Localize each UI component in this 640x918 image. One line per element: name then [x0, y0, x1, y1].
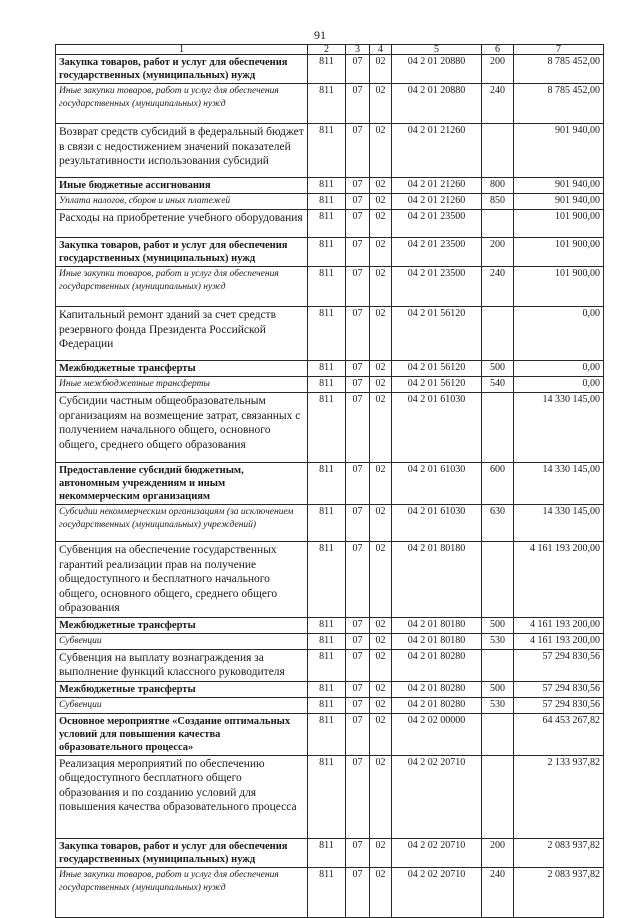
row-expense-type-cell	[482, 124, 514, 178]
row-target-article-cell: 04 2 01 80280	[392, 697, 482, 713]
row-code-cell: 811	[308, 755, 346, 838]
row-subsection-cell: 02	[370, 867, 392, 917]
table-row	[56, 681, 604, 697]
row-code-cell: 811	[308, 713, 346, 755]
row-amount-cell: 0,00	[514, 361, 604, 377]
row-expense-type-cell: 630	[482, 505, 514, 542]
row-section-cell: 07	[346, 267, 370, 307]
row-name-cell: Иные закупки товаров, работ и услуг для обеспечения государственных (муниципальных) нужд	[56, 267, 308, 307]
row-expense-type-cell	[482, 649, 514, 681]
page-number: 91	[314, 28, 326, 42]
row-expense-type-cell: 240	[482, 267, 514, 307]
row-amount-cell: 2 083 937,82	[514, 867, 604, 917]
row-target-article-cell: 04 2 01 80280	[392, 681, 482, 697]
row-subsection-cell: 02	[370, 124, 392, 178]
row-code-cell: 811	[308, 377, 346, 393]
table-row	[56, 267, 604, 307]
row-subsection-cell: 02	[370, 713, 392, 755]
row-section-cell: 07	[346, 697, 370, 713]
row-name-cell: Межбюджетные трансферты	[56, 361, 308, 377]
row-code-cell: 811	[308, 617, 346, 633]
row-target-article-cell: 04 2 01 20880	[392, 84, 482, 124]
row-code-cell: 811	[308, 697, 346, 713]
row-name-cell: Межбюджетные трансферты	[56, 617, 308, 633]
row-section-cell: 07	[346, 867, 370, 917]
row-target-article-cell: 04 2 02 00000	[392, 713, 482, 755]
row-subsection-cell: 02	[370, 697, 392, 713]
row-amount-cell: 4 161 193 200,00	[514, 542, 604, 618]
row-expense-type-cell	[482, 755, 514, 838]
table-row	[56, 84, 604, 124]
table-row	[56, 178, 604, 194]
row-subsection-cell: 02	[370, 178, 392, 194]
row-subsection-cell: 02	[370, 267, 392, 307]
row-expense-type-cell	[482, 210, 514, 238]
row-name-cell: Субвенции	[56, 697, 308, 713]
row-amount-cell: 2 083 937,82	[514, 838, 604, 867]
table-row	[56, 505, 604, 542]
row-amount-cell: 101 900,00	[514, 210, 604, 238]
row-code-cell: 811	[308, 542, 346, 618]
row-target-article-cell: 04 2 01 80280	[392, 649, 482, 681]
row-amount-cell: 57 294 830,56	[514, 697, 604, 713]
row-amount-cell: 57 294 830,56	[514, 649, 604, 681]
header-col-5: 5	[392, 45, 482, 55]
budget-table	[55, 44, 604, 918]
row-target-article-cell: 04 2 01 21260	[392, 194, 482, 210]
row-expense-type-cell: 500	[482, 617, 514, 633]
row-name-cell: Закупка товаров, работ и услуг для обеспечения государственных (муниципальных) нужд	[56, 838, 308, 867]
row-name-cell: Закупка товаров, работ и услуг для обеспечения государственных (муниципальных) нужд	[56, 238, 308, 267]
header-col-3: 3	[346, 45, 370, 55]
row-name-cell: Иные закупки товаров, работ и услуг для обеспечения государственных (муниципальных) нужд	[56, 84, 308, 124]
row-target-article-cell: 04 2 01 21260	[392, 178, 482, 194]
row-amount-cell: 14 330 145,00	[514, 393, 604, 463]
row-section-cell: 07	[346, 838, 370, 867]
row-target-article-cell: 04 2 01 20880	[392, 55, 482, 84]
table-row	[56, 377, 604, 393]
row-target-article-cell: 04 2 01 80180	[392, 633, 482, 649]
row-target-article-cell: 04 2 01 56120	[392, 361, 482, 377]
row-amount-cell: 901 940,00	[514, 124, 604, 178]
row-name-cell: Субвенция на обеспечение государственных гарантий реализации прав на получение общедоступного и бесплатного начального общего, основного общего, среднего общего образования	[56, 542, 308, 618]
row-subsection-cell: 02	[370, 307, 392, 361]
table-row	[56, 238, 604, 267]
row-section-cell: 07	[346, 210, 370, 238]
row-expense-type-cell	[482, 713, 514, 755]
row-subsection-cell: 02	[370, 84, 392, 124]
row-amount-cell: 4 161 193 200,00	[514, 633, 604, 649]
row-name-cell: Уплата налогов, сборов и иных платежей	[56, 194, 308, 210]
row-name-cell: Субсидии частным общеобразовательным организациям на возмещение затрат, связанных с получением начального общего, основного общего, среднего общего образования	[56, 393, 308, 463]
row-target-article-cell: 04 2 01 61030	[392, 505, 482, 542]
table-row	[56, 194, 604, 210]
row-expense-type-cell: 530	[482, 697, 514, 713]
table-row	[56, 55, 604, 84]
header-col-7: 7	[514, 45, 604, 55]
row-subsection-cell: 02	[370, 649, 392, 681]
row-expense-type-cell: 200	[482, 838, 514, 867]
row-code-cell: 811	[308, 55, 346, 84]
row-section-cell: 07	[346, 463, 370, 505]
row-expense-type-cell: 600	[482, 463, 514, 505]
row-code-cell: 811	[308, 267, 346, 307]
row-expense-type-cell: 500	[482, 361, 514, 377]
row-code-cell: 811	[308, 867, 346, 917]
row-name-cell: Субсидии некоммерческим организациям (за исключением государственных (муниципальных) учреждений)	[56, 505, 308, 542]
row-amount-cell: 901 940,00	[514, 194, 604, 210]
row-code-cell: 811	[308, 307, 346, 361]
table-row	[56, 867, 604, 917]
table-row	[56, 713, 604, 755]
table-row	[56, 210, 604, 238]
row-subsection-cell: 02	[370, 210, 392, 238]
row-expense-type-cell: 800	[482, 178, 514, 194]
row-name-cell: Иные закупки товаров, работ и услуг для обеспечения государственных (муниципальных) нужд	[56, 867, 308, 917]
row-name-cell: Иные межбюджетные трансферты	[56, 377, 308, 393]
row-section-cell: 07	[346, 238, 370, 267]
row-section-cell: 07	[346, 633, 370, 649]
row-subsection-cell: 02	[370, 505, 392, 542]
table-header-row	[56, 45, 604, 55]
row-expense-type-cell	[482, 542, 514, 618]
row-name-cell: Закупка товаров, работ и услуг для обеспечения государственных (муниципальных) нужд	[56, 55, 308, 84]
row-section-cell: 07	[346, 84, 370, 124]
row-target-article-cell: 04 2 01 23500	[392, 267, 482, 307]
row-section-cell: 07	[346, 361, 370, 377]
table-row	[56, 361, 604, 377]
row-name-cell: Реализация мероприятий по обеспечению общедоступного бесплатного общего образования и по созданию условий для повышения качества образовательного процесса	[56, 755, 308, 838]
row-code-cell: 811	[308, 505, 346, 542]
row-target-article-cell: 04 2 01 80180	[392, 542, 482, 618]
row-target-article-cell: 04 2 01 56120	[392, 307, 482, 361]
row-section-cell: 07	[346, 713, 370, 755]
row-expense-type-cell: 200	[482, 238, 514, 267]
row-name-cell: Субвенция на выплату вознаграждения за выполнение функций классного руководителя	[56, 649, 308, 681]
header-col-1: 1	[56, 45, 308, 55]
row-subsection-cell: 02	[370, 755, 392, 838]
row-amount-cell: 101 900,00	[514, 238, 604, 267]
table-row	[56, 393, 604, 463]
row-name-cell: Расходы на приобретение учебного оборудования	[56, 210, 308, 238]
row-expense-type-cell	[482, 307, 514, 361]
row-section-cell: 07	[346, 681, 370, 697]
row-section-cell: 07	[346, 194, 370, 210]
row-section-cell: 07	[346, 542, 370, 618]
row-section-cell: 07	[346, 377, 370, 393]
header-col-6: 6	[482, 45, 514, 55]
row-expense-type-cell: 850	[482, 194, 514, 210]
row-subsection-cell: 02	[370, 238, 392, 267]
row-section-cell: 07	[346, 178, 370, 194]
table-row	[56, 633, 604, 649]
row-section-cell: 07	[346, 755, 370, 838]
row-amount-cell: 101 900,00	[514, 267, 604, 307]
table-row	[56, 697, 604, 713]
row-target-article-cell: 04 2 02 20710	[392, 867, 482, 917]
row-subsection-cell: 02	[370, 393, 392, 463]
table-row	[56, 838, 604, 867]
table-row	[56, 307, 604, 361]
row-target-article-cell: 04 2 02 20710	[392, 838, 482, 867]
table-row	[56, 463, 604, 505]
row-code-cell: 811	[308, 124, 346, 178]
row-name-cell: Межбюджетные трансферты	[56, 681, 308, 697]
row-expense-type-cell: 240	[482, 867, 514, 917]
row-target-article-cell: 04 2 01 23500	[392, 210, 482, 238]
row-amount-cell: 8 785 452,00	[514, 84, 604, 124]
row-expense-type-cell: 500	[482, 681, 514, 697]
row-expense-type-cell: 540	[482, 377, 514, 393]
row-code-cell: 811	[308, 463, 346, 505]
row-code-cell: 811	[308, 361, 346, 377]
row-code-cell: 811	[308, 649, 346, 681]
row-name-cell: Субвенции	[56, 633, 308, 649]
row-subsection-cell: 02	[370, 617, 392, 633]
table-row	[56, 617, 604, 633]
row-section-cell: 07	[346, 649, 370, 681]
row-target-article-cell: 04 2 02 20710	[392, 755, 482, 838]
row-code-cell: 811	[308, 393, 346, 463]
row-section-cell: 07	[346, 393, 370, 463]
row-amount-cell: 8 785 452,00	[514, 55, 604, 84]
row-amount-cell: 64 453 267,82	[514, 713, 604, 755]
row-target-article-cell: 04 2 01 23500	[392, 238, 482, 267]
row-amount-cell: 0,00	[514, 307, 604, 361]
row-name-cell: Иные бюджетные ассигнования	[56, 178, 308, 194]
row-name-cell: Возврат средств субсидий в федеральный бюджет в связи с недостижением значений показателей результативности использования субсидий	[56, 124, 308, 178]
row-code-cell: 811	[308, 210, 346, 238]
row-section-cell: 07	[346, 307, 370, 361]
table-row	[56, 755, 604, 838]
row-target-article-cell: 04 2 01 61030	[392, 463, 482, 505]
row-section-cell: 07	[346, 55, 370, 84]
row-subsection-cell: 02	[370, 838, 392, 867]
row-amount-cell: 901 940,00	[514, 178, 604, 194]
row-amount-cell: 57 294 830,56	[514, 681, 604, 697]
row-expense-type-cell: 200	[482, 55, 514, 84]
row-section-cell: 07	[346, 505, 370, 542]
row-expense-type-cell: 530	[482, 633, 514, 649]
row-subsection-cell: 02	[370, 681, 392, 697]
row-amount-cell: 4 161 193 200,00	[514, 617, 604, 633]
row-expense-type-cell: 240	[482, 84, 514, 124]
row-amount-cell: 14 330 145,00	[514, 505, 604, 542]
row-name-cell: Основное мероприятие «Создание оптимальных условий для повышения качества образовательного процесса»	[56, 713, 308, 755]
table-row	[56, 542, 604, 618]
row-amount-cell: 2 133 937,82	[514, 755, 604, 838]
row-code-cell: 811	[308, 838, 346, 867]
table-row	[56, 649, 604, 681]
row-target-article-cell: 04 2 01 21260	[392, 124, 482, 178]
row-expense-type-cell	[482, 393, 514, 463]
row-subsection-cell: 02	[370, 194, 392, 210]
header-col-2: 2	[308, 45, 346, 55]
row-code-cell: 811	[308, 238, 346, 267]
row-target-article-cell: 04 2 01 56120	[392, 377, 482, 393]
row-section-cell: 07	[346, 124, 370, 178]
row-subsection-cell: 02	[370, 361, 392, 377]
row-code-cell: 811	[308, 681, 346, 697]
row-name-cell: Капитальный ремонт зданий за счет средств резервного фонда Президента Российской Федерации	[56, 307, 308, 361]
row-subsection-cell: 02	[370, 463, 392, 505]
row-target-article-cell: 04 2 01 61030	[392, 393, 482, 463]
table-row	[56, 124, 604, 178]
row-section-cell: 07	[346, 617, 370, 633]
row-subsection-cell: 02	[370, 55, 392, 84]
row-subsection-cell: 02	[370, 633, 392, 649]
row-amount-cell: 0,00	[514, 377, 604, 393]
row-target-article-cell: 04 2 01 80180	[392, 617, 482, 633]
row-subsection-cell: 02	[370, 542, 392, 618]
row-name-cell: Предоставление субсидий бюджетным, автономным учреждениям и иным некоммерческим организациям	[56, 463, 308, 505]
header-col-4: 4	[370, 45, 392, 55]
row-code-cell: 811	[308, 84, 346, 124]
row-code-cell: 811	[308, 194, 346, 210]
row-code-cell: 811	[308, 178, 346, 194]
row-code-cell: 811	[308, 633, 346, 649]
row-amount-cell: 14 330 145,00	[514, 463, 604, 505]
row-subsection-cell: 02	[370, 377, 392, 393]
